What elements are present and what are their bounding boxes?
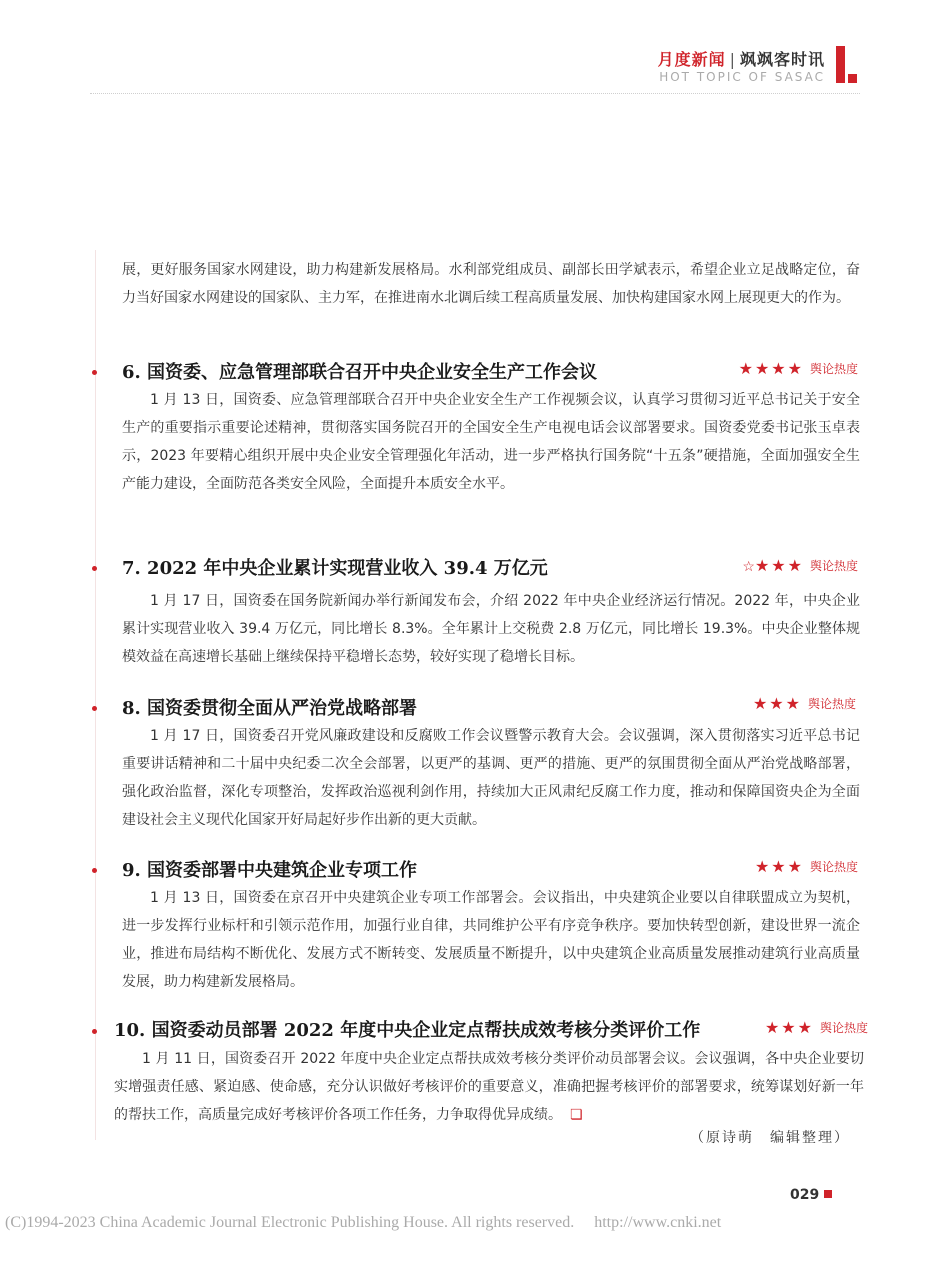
news-title-6: 6. 国资委、应急管理部联合召开中央企业安全生产工作会议: [122, 362, 598, 383]
news-text-10: 1 月 11 日，国资委召开 2022 年度中央企业定点帮扶成效考核分类评价动员部署会议。会议强调，各中央企业要切实增强责任感、紧迫感、使命感，充分认识做好考核评价的重要意义，准确把握考核评价的部署要求，统筹谋划好新一年的帮扶工作，高质量完成好考核评价各项工作任务，力争取得优异成绩。: [114, 1051, 864, 1123]
intro-paragraph: 展，更好服务国家水网建设，助力构建新发展格局。水利部党组成员、副部长田学斌表示，希望企业立足战略定位，奋力当好国家水网建设的国家队、主力军，在推进南水北调后续工程高质量发展、加快构建国家水网上展现更大的作为。: [122, 262, 860, 306]
news-text-6: 1 月 13 日，国资委、应急管理部联合召开中央企业安全生产工作视频会议，认真学习贯彻习近平总书记关于安全生产的重要指示重要论述精神，贯彻落实国务院召开的全国安全生产电视电话会议部署要求。国资委党委书记张玉卓表示，2023 年要精心组织开展中央企业安全管理强化年活动，进一步严格执行国务院“十五条”硬措施，全面加强安全生产能力建设，全面防范各类安全风险，全面提升本质安全水平。: [122, 392, 860, 492]
heat-label: 舆论热度: [809, 362, 858, 376]
news-text-9: 1 月 13 日，国资委在京召开中央建筑企业专项工作部署会。会议指出，中央建筑企业要以自律联盟成立为契机，进一步发挥行业标杆和引领示范作用，加强行业自律，共同维护公平有序竞争秩序。要加快转型创新，建设世界一流企业，推进布局结构不断优化、发展方式不断转变、发展质量不断提升，以中央建筑企业高质量发展推动建筑行业高质量发展，助力构建新发展格局。: [122, 890, 860, 990]
heat-rating-8: [753, 693, 856, 715]
heat-label: 舆论热度: [807, 697, 856, 711]
bullet-dot: [92, 370, 97, 375]
heat-rating-9: [755, 856, 858, 878]
copyright-footer: [5, 1214, 721, 1232]
star-icon: ★★★: [764, 1018, 814, 1037]
news-title-8: 8. 国资委贯彻全面从严治党战略部署: [122, 698, 418, 719]
heat-label: 舆论热度: [819, 1021, 868, 1035]
heat-rating-6: [739, 358, 858, 380]
news-text-7: 1 月 17 日，国资委在国务院新闻办举行新闻发布会，介绍 2022 年中央企业经济运行情况。2022 年，中央企业累计实现营业收入 39.4 万亿元，同比增长 8.3%。全年累计上交税费 2.8 万亿元，同比增长 19.3%。中央企业整体规模效益在高速增长基础上继续保持平稳增长态势，较好实现了稳增长目标。: [122, 593, 860, 665]
editor-credit: （原诗萌 编辑整理）: [690, 1130, 850, 1146]
page-square-icon: [824, 1190, 832, 1198]
page-header: [0, 0, 950, 100]
header-separator: |: [729, 50, 736, 69]
header-subtitle: HOT TOPIC OF SASAC: [659, 70, 825, 84]
heat-label: 舆论热度: [809, 559, 858, 573]
header-column: 飒飒客时讯: [739, 50, 825, 69]
heat-rating-7: [742, 555, 858, 578]
news-text-10-block: [114, 1045, 864, 1129]
margin-rule: [95, 250, 96, 1140]
news-title-9: 9. 国资委部署中央建筑企业专项工作: [122, 860, 418, 881]
header-accent-square: [848, 74, 857, 83]
copyright-text: (C)1994-2023 China Academic Journal Electronic Publishing House. All rights reserved.: [5, 1214, 575, 1231]
star-icon: ★★★★: [738, 359, 804, 378]
header-divider: [90, 93, 860, 94]
half-star-icon: ☆: [742, 559, 755, 575]
end-mark-icon: ❏: [570, 1107, 583, 1123]
news-text-8: 1 月 17 日，国资委召开党风廉政建设和反腐败工作会议暨警示教育大会。会议强调，深入贯彻落实习近平总书记重要讲话精神和二十届中央纪委二次全会部署，以更严的基调、更严的措施、更严的氛围贯彻全面从严治党战略部署，强化政治监督，深化专项整治，发挥政治巡视利剑作用，持续加大正风肃纪反腐工作力度，推动和保障国资央企为全面建设社会主义现代化国家开好局起好步作出新的更大贡献。: [122, 728, 860, 828]
header-accent-bar: [836, 46, 845, 83]
bullet-dot: [92, 706, 97, 711]
header-title: [658, 47, 825, 70]
star-icon: ★★★: [754, 857, 804, 876]
heat-label: 舆论热度: [809, 860, 858, 874]
news-title-7: 7. 2022 年中央企业累计实现营业收入 39.4 万亿元: [122, 558, 548, 579]
star-icon: ★★★: [752, 694, 802, 713]
bullet-dot: [92, 1029, 97, 1034]
header-section: 月度新闻: [657, 50, 726, 69]
news-title-10: 10. 国资委动员部署 2022 年度中央企业定点帮扶成效考核分类评价工作: [114, 1020, 701, 1041]
bullet-dot: [92, 566, 97, 571]
page-number: [790, 1187, 832, 1203]
page-number-text: 029: [790, 1187, 820, 1203]
heat-rating-10: [765, 1017, 868, 1039]
bullet-dot: [92, 868, 97, 873]
footer-url[interactable]: http://www.cnki.net: [594, 1214, 722, 1231]
star-icon: ★★★: [754, 556, 804, 575]
